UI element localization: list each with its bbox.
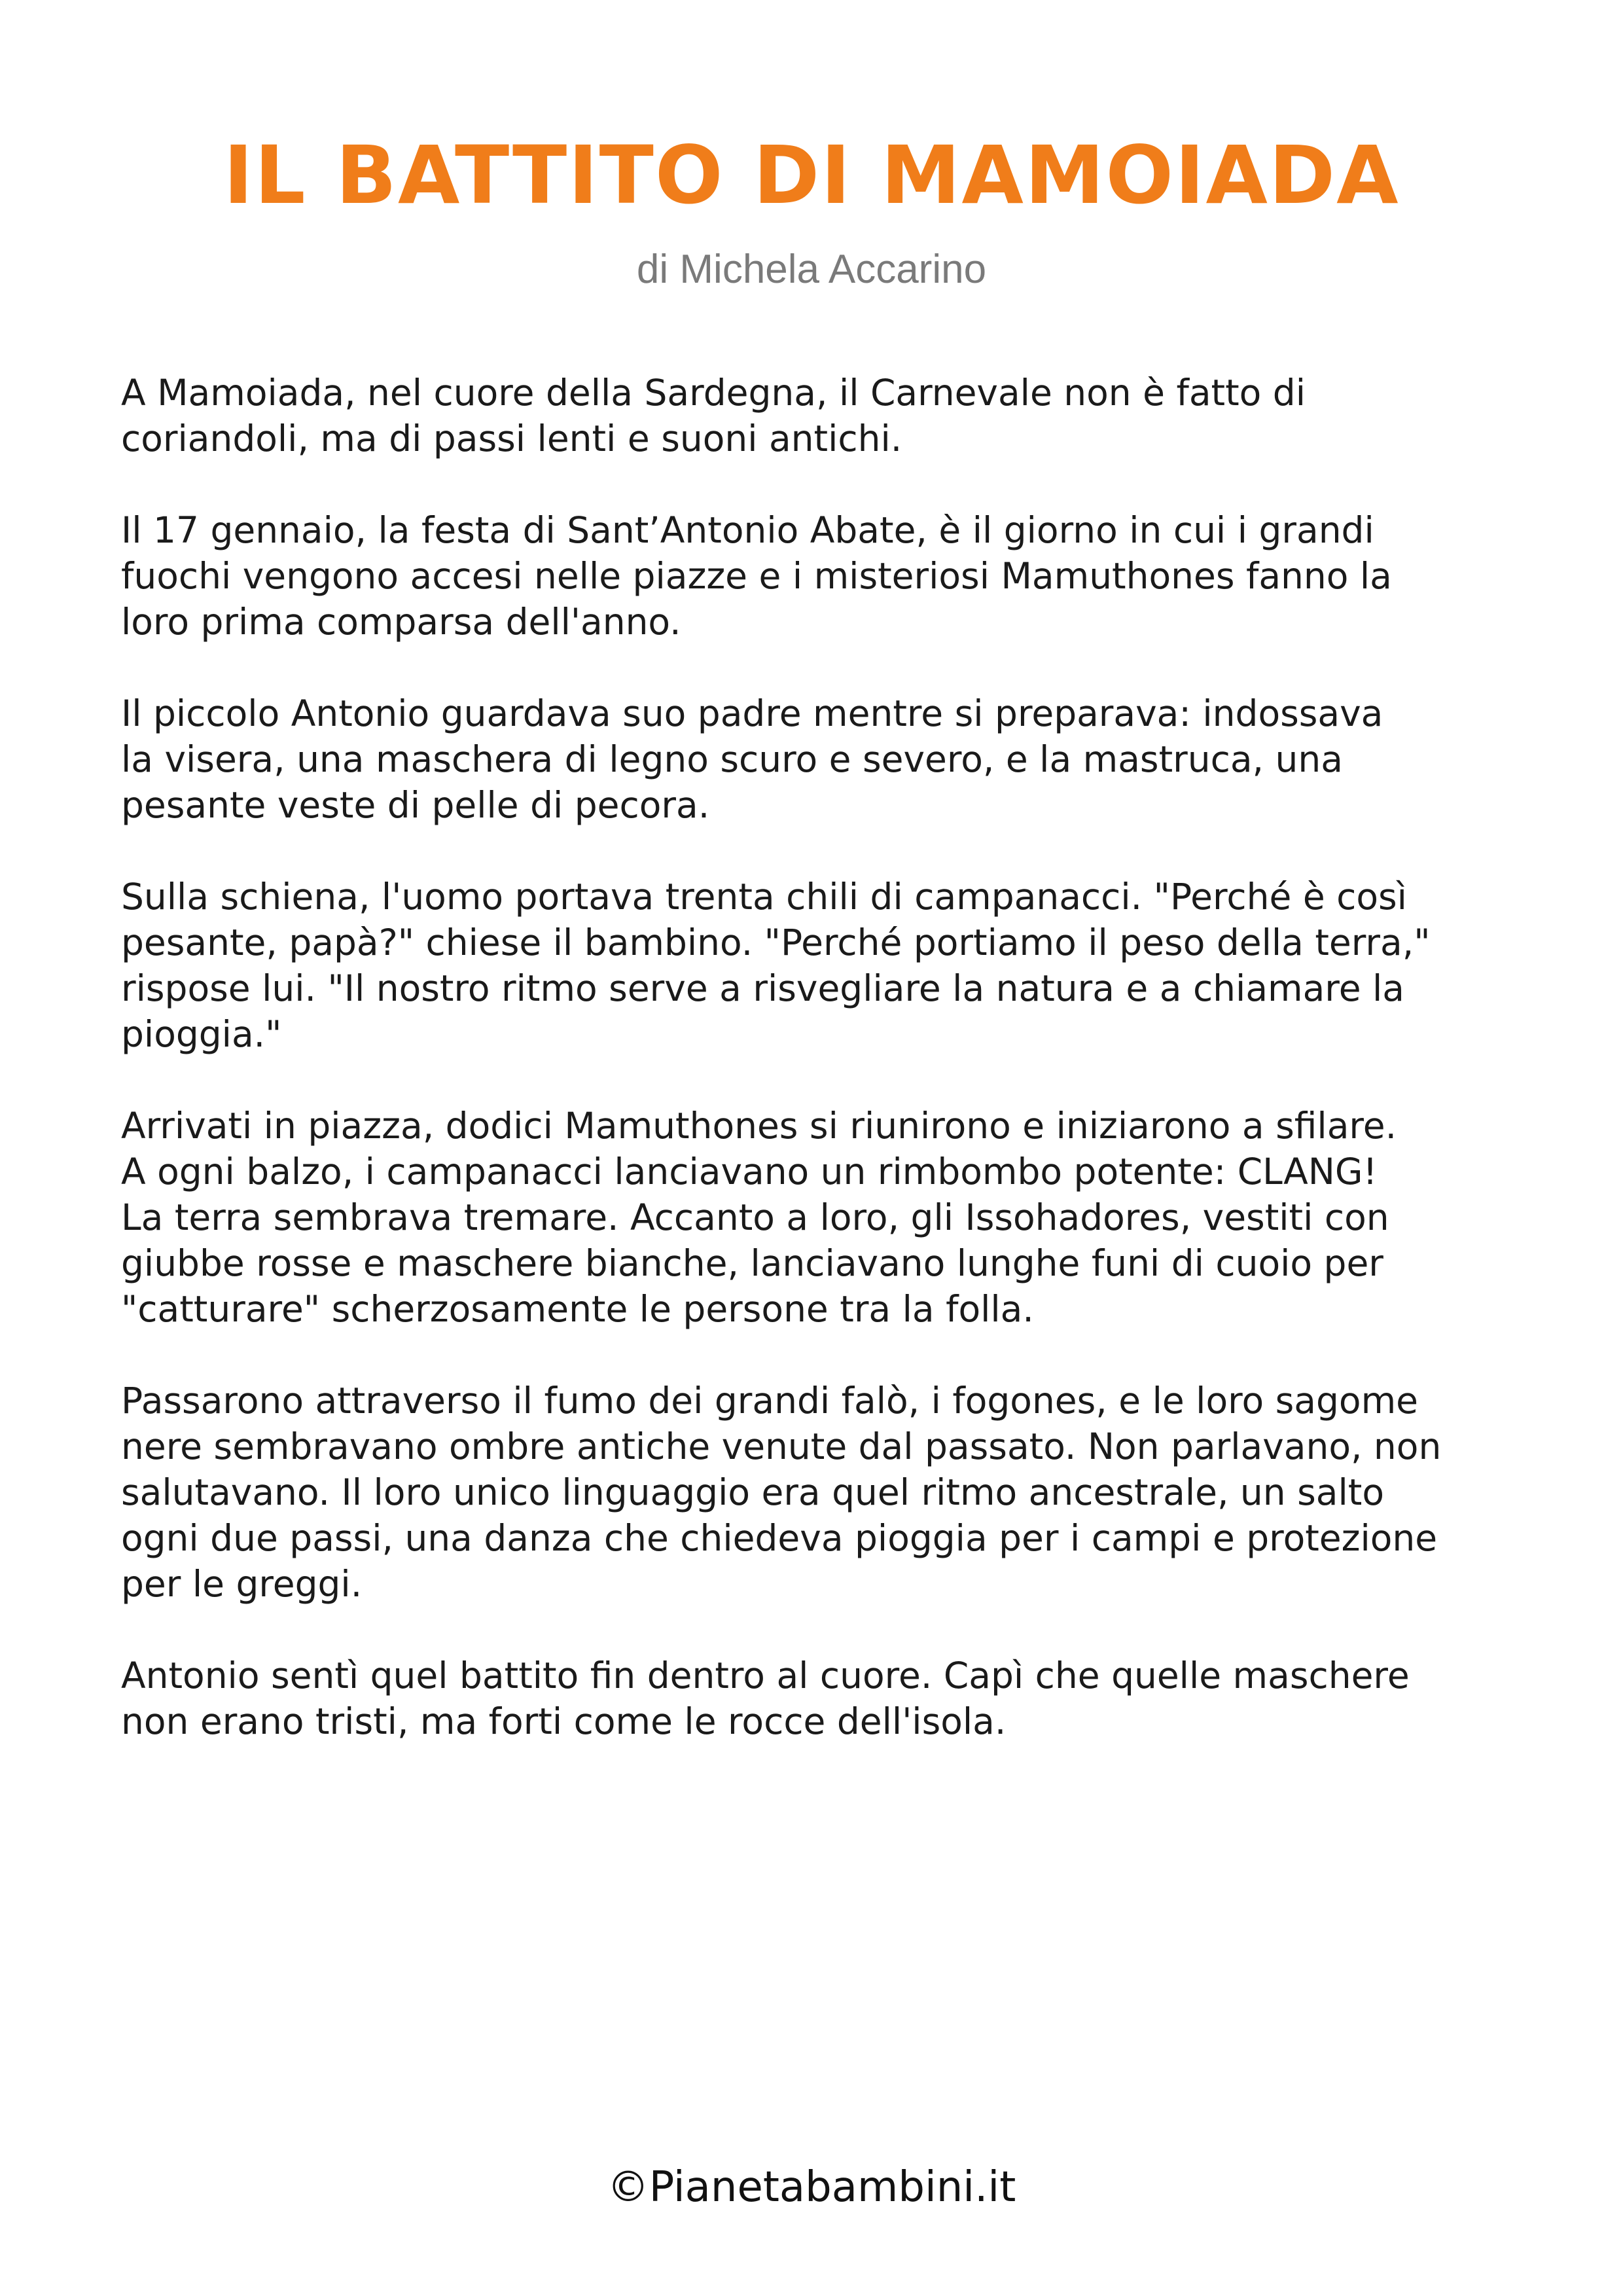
author-byline: di Michela Accarino [636, 247, 987, 292]
story-title: IL BATTITO DI MAMOIADA [223, 129, 1400, 222]
paragraph-4: Sulla schiena, l'uomo portava trenta chili di campanacci. "Perché è così pesante, papà?" chiese il bambino. "Perché portiamo il peso della terra," rispose lui. "Il nostro ritmo serve a risvegliare la natura e a chiamare la pioggia." [121, 876, 1431, 1055]
paragraph-2: Il 17 gennaio, la festa di Sant’Antonio Abate, è il giorno in cui i grandi fuochi vengono accesi nelle piazze e i misteriosi Mamuthones fanno la loro prima comparsa dell'anno. [121, 509, 1392, 643]
paragraph-5: Arrivati in piazza, dodici Mamuthones si riunirono e iniziarono a sfilare. A ogni balzo, i campanacci lanciavano un rimbombo potente: CLANG! La terra sembrava tremare. Accanto a loro, gli Issohadores, vestiti con giubbe rosse e maschere bianche, lanciavano lunghe funi di cuoio per "catturare" scherzosamente le persone tra la folla. [121, 1105, 1397, 1330]
paragraph-1: A Mamoiada, nel cuore della Sardegna, il Carnevale non è fatto di coriandoli, ma di passi lenti e suoni antichi. [121, 372, 1306, 459]
paragraph-3: Il piccolo Antonio guardava suo padre mentre si preparava: indossava la visera, una maschera di legno scuro e severo, e la mastruca, una pesante veste di pelle di pecora. [121, 692, 1383, 826]
copyright-footer[interactable]: ©Pianetabambini.it [607, 2163, 1016, 2212]
paragraph-6: Passarono attraverso il fumo dei grandi falò, i fogones, e le loro sagome nere sembravano ombre antiche venute dal passato. Non parlavano, non salutavano. Il loro unico linguaggio era quel ritmo ancestrale, un salto ogni due passi, una danza che chiedeva pioggia per i campi e protezione per le greggi. [121, 1380, 1442, 1605]
story-body [121, 370, 1522, 1744]
paragraph-7: Antonio sentì quel battito fin dentro al cuore. Capì che quelle maschere non erano tristi, ma forti come le rocce dell'isola. [121, 1655, 1410, 1742]
